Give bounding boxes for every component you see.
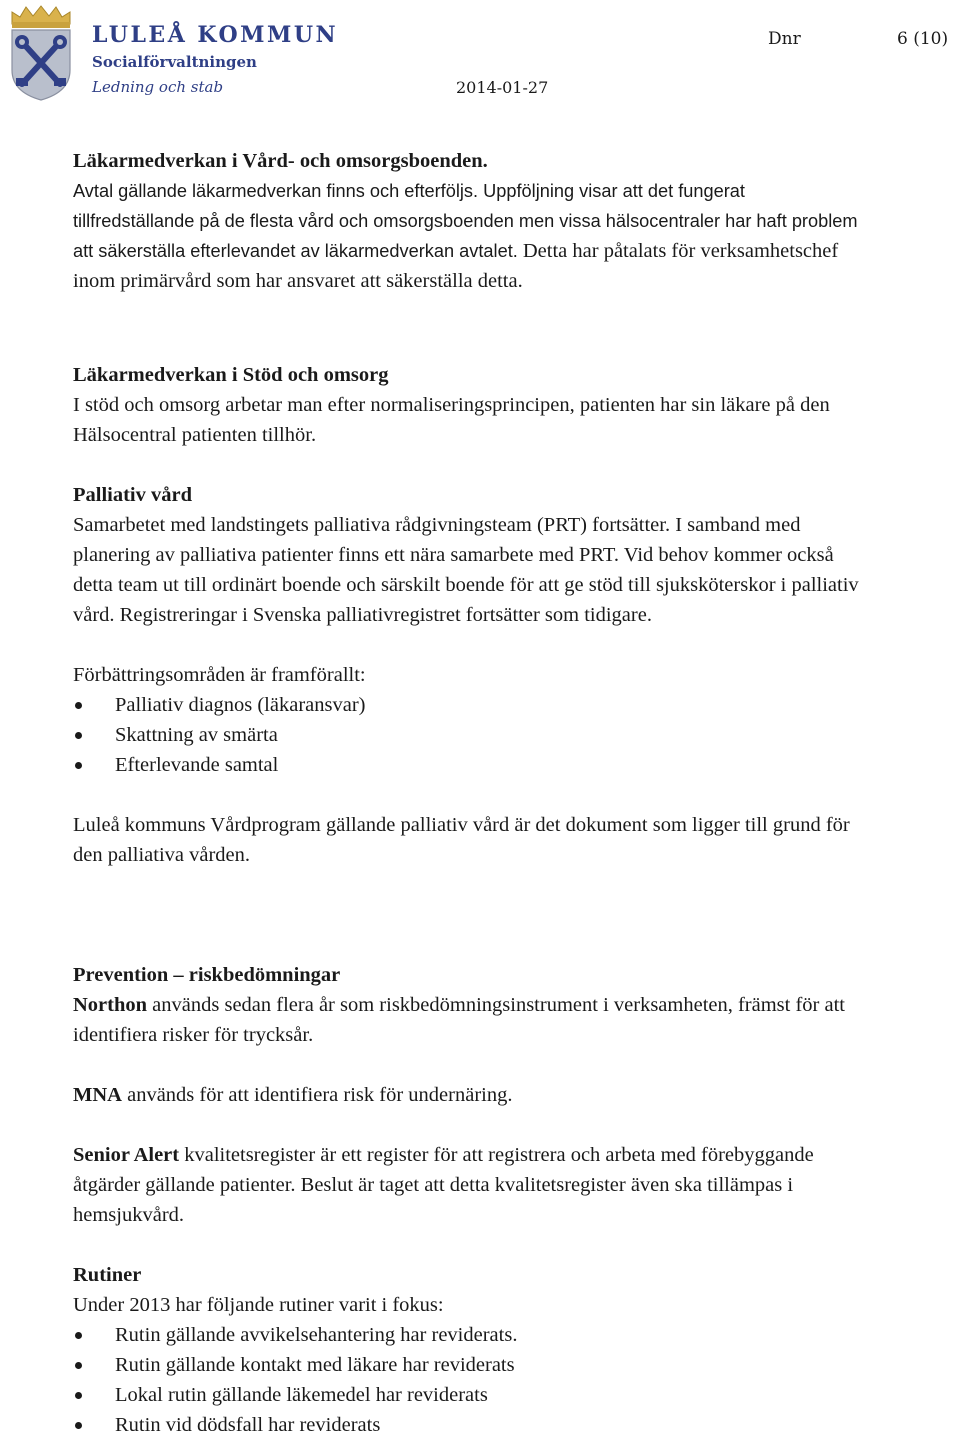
senior-alert-term: Senior Alert [73,1144,180,1166]
section-heading: Prevention – riskbedömningar [73,964,341,986]
document-date: 2014-01-27 [456,78,549,97]
list-item: Palliativ diagnos (läkaransvar) [73,690,863,720]
mna-description: används för att identifiera risk för undernäring. [121,1084,513,1106]
coat-of-arms-icon [6,4,76,102]
section-heading: Läkarmedverkan i Stöd och omsorg [73,364,389,386]
improvements-list [73,690,863,780]
section-rutiner [73,1260,863,1440]
list-item: Efterlevande samtal [73,750,863,780]
dnr-label: Dnr [768,29,801,49]
rutiner-intro: Under 2013 har följande rutiner varit i fokus: [73,1294,444,1316]
section-heading: Läkarmedverkan i Vård- och omsorgsboenden. [73,150,488,172]
section-heading: Rutiner [73,1264,142,1286]
list-item: Rutin gällande avvikelsehantering har reviderats. [73,1320,863,1350]
section-prevention [73,960,863,1230]
section-palliativ [73,480,863,870]
unit-name: Ledning och stab [92,78,224,96]
northon-term: Northon [73,994,148,1016]
department-name: Socialförvaltningen [92,53,257,71]
text-part-a: Avtal gällande läkarmedverkan finns och efterföljs. Uppföljning visar att det fungerat tillfredställande på de flesta vård och omsorgsboenden men vissa hälsocentraler har haft problem att säkerställa efterlevandet av läkarmedverkan avtalet. [73,181,858,261]
section-lakarmedverkan-sto [73,360,863,450]
section-text [73,176,863,296]
rutiner-list [73,1320,863,1440]
senior-alert-description: kvalitetsregister är ett register för att registrera och arbeta med förebyggande åtgärder gällande patienter. Beslut är taget att detta kvalitetsregister även ska tillämpas i hemsjukvård. [73,1144,814,1226]
section-heading: Palliativ vård [73,484,193,506]
section-text: I stöd och omsorg arbetar man efter normaliseringsprincipen, patienten har sin läkare på den Hälsocentral patienten tillhör. [73,394,830,446]
page-number: 6 (10) [897,29,949,49]
senior-alert-text [73,1140,863,1230]
section-lakarmedverkan-vard [73,146,863,296]
org-name: LULEÅ KOMMUN [92,22,339,48]
list-item: Skattning av smärta [73,720,863,750]
text-part-b: Detta har påtalats för verksamhetschef inom primärvård som har ansvaret att säkerställa detta. [73,240,839,292]
mna-text [73,1080,863,1110]
northon-text [73,990,863,1050]
list-item: Rutin vid dödsfall har reviderats [73,1410,863,1440]
list-item: Rutin gällande kontakt med läkare har reviderats [73,1350,863,1380]
program-text: Luleå kommuns Vårdprogram gällande palliativ vård är det dokument som ligger till grund för den palliativa vården. [73,814,850,866]
improvements-label: Förbättringsområden är framförallt: [73,664,366,686]
list-item: Lokal rutin gällande läkemedel har reviderats [73,1380,863,1410]
section-text: Samarbetet med landstingets palliativa rådgivningsteam (PRT) fortsätter. I samband med planering av palliativa patienter finns ett nära samarbete med PRT. Vid behov kommer också detta team ut till ordinärt boende och särskilt boende för att ge stöd till sjuksköterskor i palliativ vård. Registreringar i Svenska palliativregistret fortsätter som tidigare. [73,514,859,626]
mna-term: MNA [73,1084,122,1106]
northon-description: används sedan flera år som riskbedömningsinstrument i verksamheten, främst för att identifiera risker för trycksår. [73,994,845,1046]
